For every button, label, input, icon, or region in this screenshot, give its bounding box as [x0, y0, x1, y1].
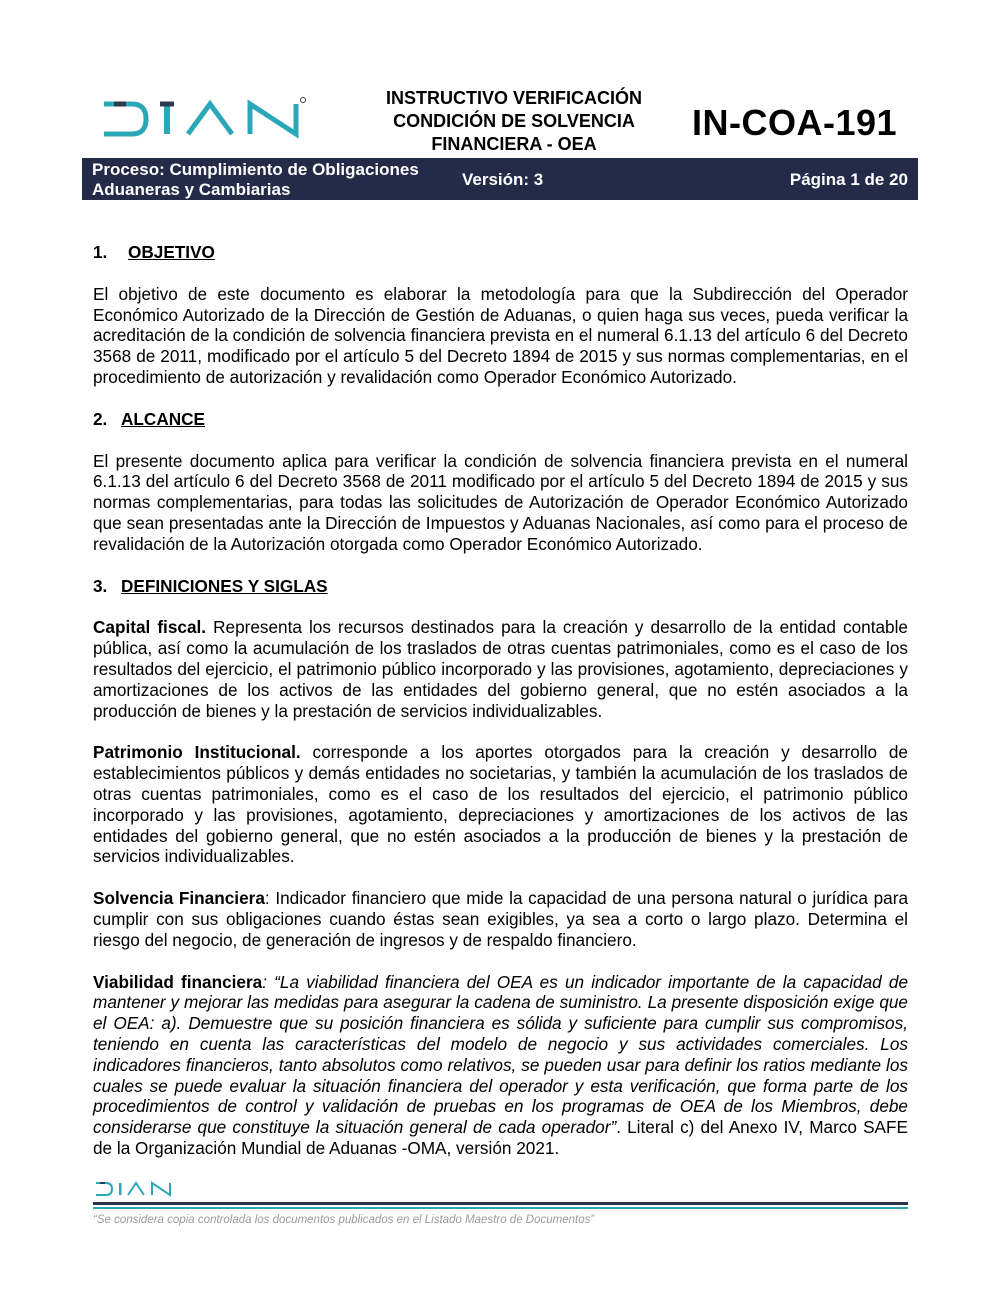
footer-dian-logo — [94, 1180, 190, 1198]
document-header — [82, 84, 918, 159]
document-body — [93, 242, 908, 1180]
section-heading-definiciones: 3. DEFINICIONES Y SIGLAS — [93, 575, 328, 596]
footer-divider-teal — [93, 1207, 908, 1209]
process-label: Proceso: Cumplimiento de Obligaciones Aduaneras y Cambiarias — [92, 160, 419, 199]
definition-patrimonio-institucional: Patrimonio Institucional. corresponde a los aportes otorgados para la creación y desarrollo de establecimientos públicos y demás entidades no societarias, y también la acumulación de los traslados de otras cuentas patrimoniales, como es el caso de los resultados del ejercicio, el patrimonio público incorporado y las provisiones, agotamiento, depreciaciones y amortizaciones de los activos de las entidades del gobierno general, que no estén asociados a la producción de bienes y la prestación de servicios individualizables. — [93, 742, 908, 867]
footer-divider-dark — [93, 1202, 908, 1205]
section-text-alcance: El presente documento aplica para verificar la condición de solvencia financiera prevista en el numeral 6.1.13 del artículo 6 del Decreto 3568 de 2011 modificado por el artículo 5 del Decreto 1894 de 2015 y sus normas complementarias, para todas las solicitudes de Autorización de Operador Económico Autorizado que sean presentadas ante la Dirección de Impuestos y Aduanas Nacionales, así como para el proceso de revalidación de la Autorización otorgada como Operador Económico Autorizado. — [93, 450, 908, 554]
section-heading-alcance: 2. ALCANCE — [93, 408, 206, 429]
section-text-objetivo: El objetivo de este documento es elaborar la metodología para que la Subdirección del Operador Económico Autorizado de la Dirección de Gestión de Aduanas, o quien haga sus veces, pueda verificar la acreditación de la condición de solvencia financiera prevista en el numeral 6.1.13 del artículo 6 del Decreto 3568 de 2011, modificado por el artículo 5 del Decreto 1894 de 2015 y sus normas complementarias, en el procedimiento de autorización y revalidación como Operador Económico Autorizado. — [93, 283, 908, 387]
version-label: Versión: 3 — [462, 170, 544, 189]
definition-capital-fiscal: Capital fiscal. Representa los recursos destinados para la creación y desarrollo de la entidad contable pública, así como la acumulación de los traslados de otras cuentas patrimoniales, como es el caso de los resultados del ejercicio, el patrimonio público incorporado y las provisiones, agotamiento, depreciaciones y amortizaciones de los activos de las entidades del gobierno general, que no estén asociados a la producción de bienes y la prestación de servicios individualizables. — [93, 617, 908, 721]
definition-viabilidad-financiera: Viabilidad financiera: “La viabilidad financiera del OEA es un indicador importante de la capacidad de mantener y mejorar las medidas para asegurar la cadena de suministro. La presente disposición exige que el OEA: a). Demuestre que su posición financiera es sólida y suficiente para cumplir sus compromisos, teniendo en cuenta las características del modelo de negocio y sus actividades comerciales. Los indicadores financieros, tanto absolutos como relativos, se pueden usar para definir los ratios mediante los cuales se puede evaluar la situación financiera del operador y esta verificación, que forma parte de los procedimientos de control y validación de pruebas en los programas de OEA de los Miembros, debe considerarse que constituye la situación general de cada operador”. Literal c) del Anexo IV, Marco SAFE de la Organización Mundial de Aduanas -OMA, versión 2021. — [93, 971, 908, 1158]
section-heading-objetivo: 1. OBJETIVO — [93, 242, 215, 262]
dian-logo — [100, 94, 350, 144]
footer-note: “Se considera copia controlada los documentos publicados en el Listado Maestro de Documentos” — [93, 1214, 595, 1226]
page-number: Página 1 de 20 — [789, 170, 908, 189]
process-bar — [82, 158, 918, 200]
document-title: INSTRUCTIVO VERIFICACIÓN CONDICIÓN DE SOLVENCIA FINANCIERA - OEA — [385, 88, 642, 154]
document-code: IN-COA-191 — [692, 102, 898, 143]
definition-solvencia-financiera: Solvencia Financiera: Indicador financiero que mide la capacidad de una persona natural o jurídica para cumplir con sus obligaciones cuando éstas sean exigibles, ya sea a corto o largo plazo. Determina el riesgo del negocio, de generación de ingresos y de respaldo financiero. — [93, 888, 908, 950]
